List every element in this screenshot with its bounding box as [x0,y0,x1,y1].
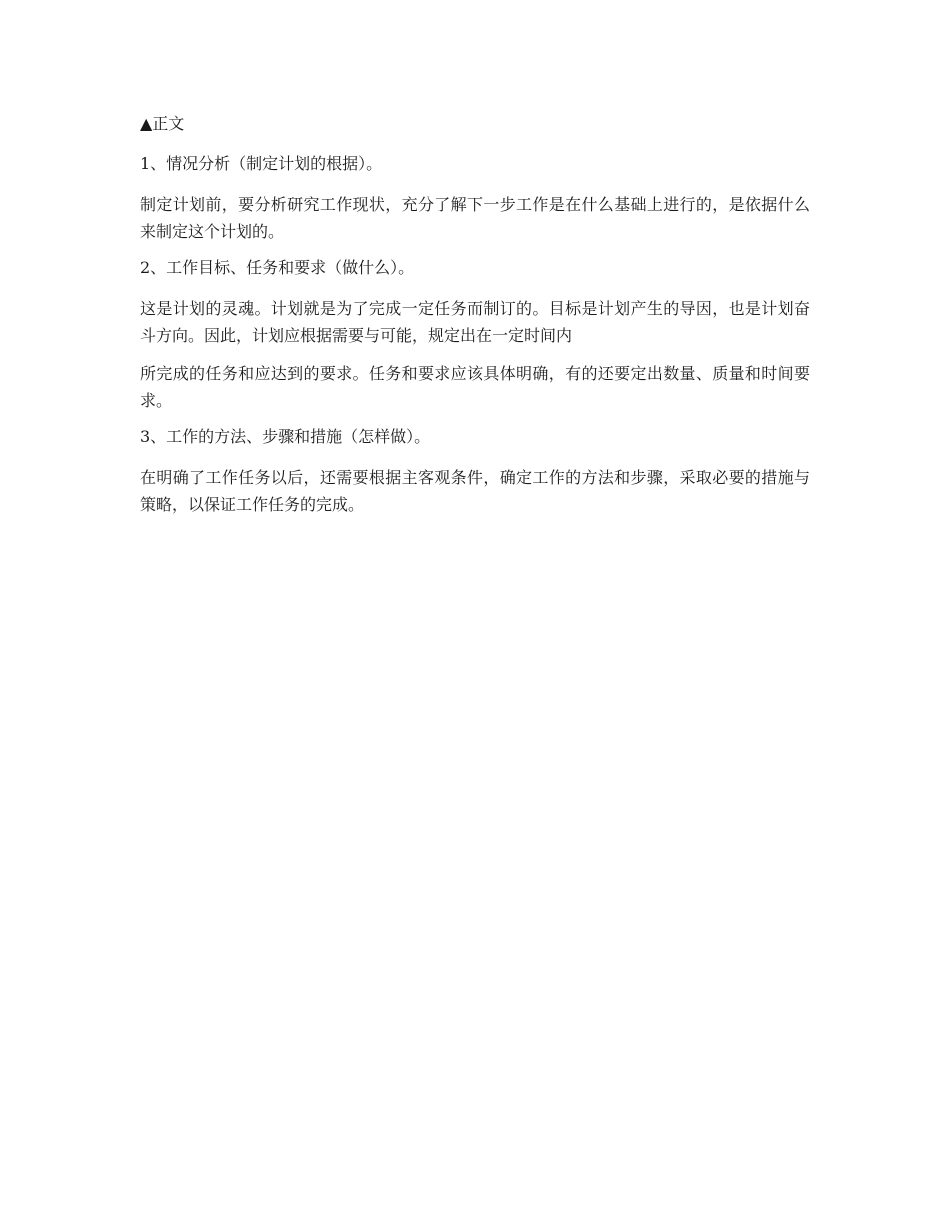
section-title: 3、工作的方法、步骤和措施（怎样做）。 [140,427,431,446]
section-methods-steps [140,425,810,518]
document-page [140,112,810,529]
section-goals-tasks [140,256,810,414]
section-situation-analysis [140,152,810,245]
paragraph: 制定计划前，要分析研究工作现状，充分了解下一步工作是在什么基础上进行的，是依据什么来制定这个计划的。 [140,195,810,241]
paragraph: 所完成的任务和应达到的要求。任务和要求应该具体明确，有的还要定出数量、质量和时间要求。 [140,364,810,410]
paragraph: 在明确了工作任务以后，还需要根据主客观条件，确定工作的方法和步骤，采取必要的措施与策略，以保证工作任务的完成。 [140,468,810,514]
document-heading: ▲正文 [140,114,185,133]
paragraph: 这是计划的灵魂。计划就是为了完成一定任务而制订的。目标是计划产生的导因，也是计划奋斗方向。因此，计划应根据需要与可能，规定出在一定时间内 [140,299,810,345]
section-title: 2、工作目标、任务和要求（做什么）。 [140,258,415,277]
section-title: 1、情况分析（制定计划的根据）。 [140,154,383,173]
